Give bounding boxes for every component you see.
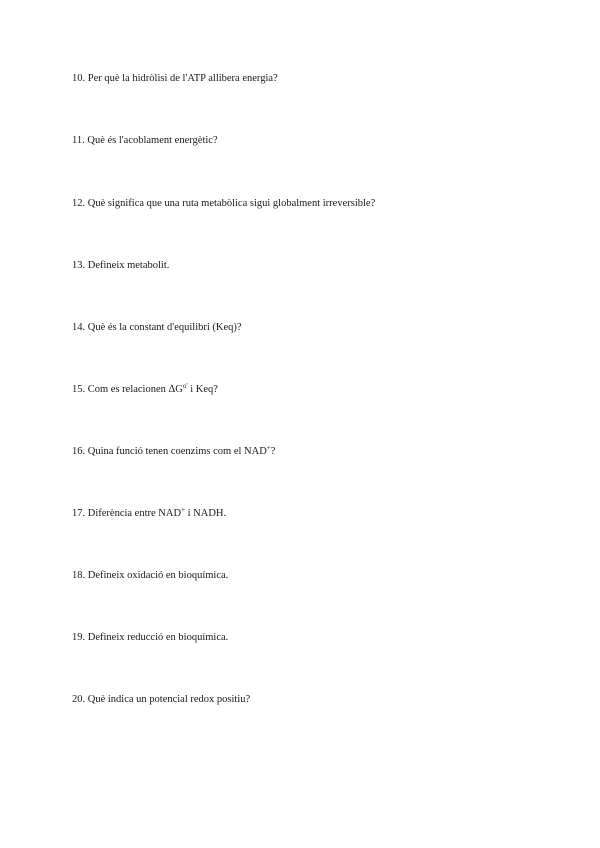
question-15 (72, 383, 218, 397)
question-10: 10. Per què la hidròlisi de l'ATP allibera energia? (72, 73, 278, 84)
question-15-text: 15. Com es relacionen ΔG (72, 384, 183, 395)
question-12: 12. Què significa que una ruta metabòlica sigui globalment irreversible? (72, 198, 376, 209)
question-15-superscript: o' (182, 382, 188, 390)
question-15-text-end: i Keq? (187, 384, 218, 395)
question-19: 19. Defineix reducció en bioquímica. (72, 632, 229, 643)
question-11: 11. Què és l'acoblament energètic? (72, 135, 218, 146)
question-17-superscript: + (181, 506, 185, 514)
question-17-text-end: i NADH. (185, 508, 227, 519)
question-17-text: 17. Diferència entre NAD (72, 508, 182, 519)
question-16 (72, 445, 275, 459)
question-17 (72, 507, 226, 521)
question-16-superscript: + (266, 444, 271, 452)
question-16-text: 16. Quina funció tenen coenzims com el NAD (72, 446, 267, 457)
question-20: 20. Què indica un potencial redox positiu? (72, 694, 251, 705)
question-13: 13. Defineix metabolit. (72, 260, 170, 271)
question-16-text-end: ? (270, 446, 276, 457)
question-18: 18. Defineix oxidació en bioquímica. (72, 570, 229, 581)
question-14: 14. Què és la constant d'equilibri (Keq)? (72, 322, 242, 333)
